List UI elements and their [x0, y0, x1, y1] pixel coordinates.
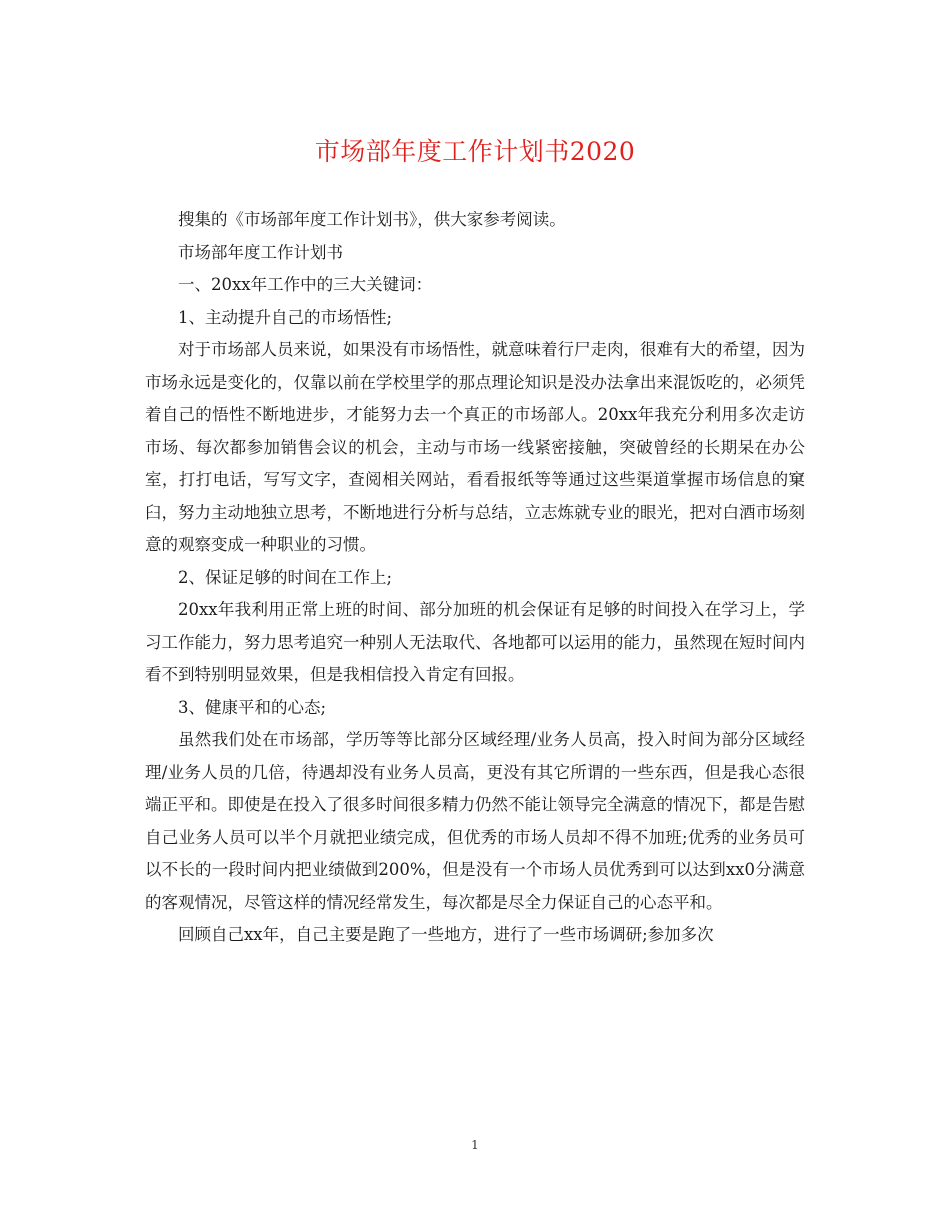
- page-number: 1: [471, 1138, 479, 1152]
- paragraph-subtitle: 市场部年度工作计划书: [178, 242, 343, 262]
- paragraph-point-1-body: 对于市场部人员来说，如果没有市场悟性，就意味着行尸走肉，很难有大的希望，因为市场永远是变化的，仅靠以前在学校里学的那点理论知识是没办法拿出来混饭吃的，必须凭着自己的悟性不断地进步，才能努力去一个真正的市场部人。20xx年我充分利用多次走访市场、每次都参加销售会议的机会，主动与市场一线紧密接触，突破曾经的长期呆在办公室，打打电话，写写文字，查阅相关网站，看看报纸等等通过这些渠道掌握市场信息的窠臼，努力主动地独立思考，不断地进行分析与总结，立志炼就专业的眼光，把对白酒市场刻意的观察变成一种职业的习惯。: [145, 340, 805, 554]
- paragraph-point-3-heading: 3、健康平和的心态;: [178, 697, 327, 717]
- paragraph-point-2-body: 20xx年我利用正常上班的时间、部分加班的机会保证有足够的时间投入在学习上，学习工作能力，努力思考追究一种别人无法取代、各地都可以运用的能力，虽然现在短时间内看不到特别明显效果，但是我相信投入肯定有回报。: [145, 600, 805, 684]
- paragraph-point-1-heading: 1、主动提升自己的市场悟性;: [178, 307, 393, 327]
- paragraph-section-heading: 一、20xx年工作中的三大关键词：: [178, 275, 433, 294]
- paragraph-point-3-body: 虽然我们处在市场部，学历等等比部分区域经理/业务人员高，投入时间为部分区域经理/业务人员的几倍，待遇却没有业务人员高，更没有其它所谓的一些东西，但是我心态很端正平和。即使是在投入了很多时间很多精力仍然不能让领导完全满意的情况下，都是告慰自己业务人员可以半个月就把业绩完成，但优秀的市场人员却不得不加班;优秀的业务员可以不长的一段时间内把业绩做到200%，但是没有一个市场人员优秀到可以达到xx0分满意的客观情况，尽管这样的情况经常发生，每次都是尽全力保证自己的心态平和。: [145, 730, 805, 912]
- paragraph-review: 回顾自己xx年，自己主要是跑了一些地方，进行了一些市场调研;参加多次: [178, 925, 714, 944]
- paragraph-intro: 搜集的《市场部年度工作计划书》，供大家参考阅读。: [178, 210, 566, 229]
- document-title: 市场部年度工作计划书2020: [314, 137, 636, 166]
- paragraph-point-2-heading: 2、保证足够的时间在工作上;: [178, 567, 393, 587]
- document-body: [145, 204, 805, 952]
